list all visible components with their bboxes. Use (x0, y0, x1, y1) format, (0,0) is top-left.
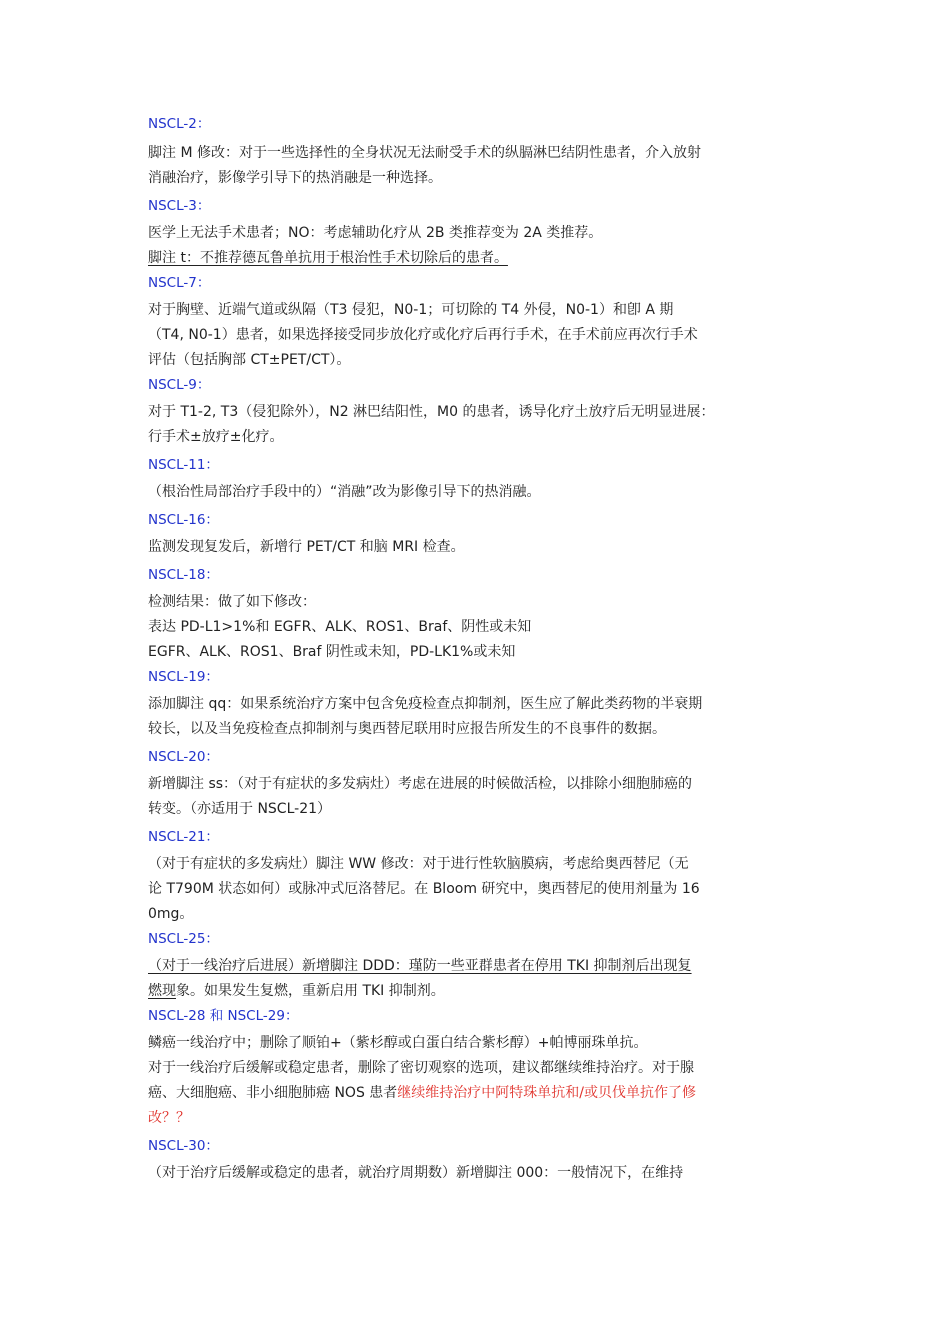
section-heading-nscl-28-29: NSCL-28 和 NSCL-29： (148, 1008, 299, 1024)
section-heading-nscl-30: NSCL-30： (148, 1138, 219, 1154)
underlined-text: 燃现 (148, 983, 176, 999)
paragraph-line: 评估（包括胸部 CT±PET/CT）。 (148, 352, 351, 368)
paragraph-line: 对于胸壁、近端气道或纵隔（T3 侵犯，N0-1；可切除的 T4 外侵，N0-1）和卽 A 期 (148, 302, 674, 318)
section-heading-nscl-2: NSCL-2： (148, 116, 211, 132)
paragraph-line: 鳞癌一线治疗中；删除了顺铂+（紫杉醇或白蛋白结合紫杉醇）+帕博丽珠单抗。 (148, 1035, 648, 1051)
paragraph-line: 医学上无法手术患者；NO：考虑辅助化疗从 2B 类推荐变为 2A 类推荐。 (148, 225, 603, 241)
paragraph-line: （T4, N0-1）患者，如果选择接受同步放化疗或化疗后再行手术，在手术前应再次行手术 (148, 327, 698, 343)
document-body (148, 112, 808, 1186)
section-heading-nscl-20: NSCL-20： (148, 749, 219, 765)
paragraph-text: 象。如果发生复燃，重新启用 TKI 抑制剂。 (176, 983, 445, 999)
highlighted-red-text: 改？？ (148, 1110, 190, 1126)
underlined-footnote-t: 脚注 t：不推荐德瓦鲁单抗用于根治性手术切除后的患者。 (148, 250, 508, 266)
paragraph-line: 较长，以及当免疫检查点抑制剂与奥西替尼联用时应报告所发生的不良事件的数据。 (148, 721, 666, 737)
paragraph-line: 0mg。 (148, 906, 194, 922)
paragraph-text: 癌、大细胞癌、非小细胞肺癌 NOS 患者 (148, 1085, 398, 1101)
paragraph-line: 转变。（亦适用于 NSCL-21） (148, 801, 332, 817)
paragraph-line: 检测结果：做了如下修改： (148, 594, 316, 610)
paragraph-line: 新增脚注 ss：（对于有症状的多发病灶）考虑在进展的时候做活检，以排除小细胞肺癌的 (148, 776, 693, 792)
section-heading-nscl-21: NSCL-21： (148, 829, 219, 845)
section-heading-nscl-19: NSCL-19： (148, 669, 219, 685)
section-heading-nscl-18: NSCL-18： (148, 567, 219, 583)
paragraph-line: 表达 PD-L1>1%和 EGFR、ALK、ROS1、Braf、阴性或未知 (148, 619, 532, 635)
paragraph-line: 对于一线治疗后缓解或稳定患者，删除了密切观察的选项，建议都继续维持治疗。对于腺 (148, 1060, 694, 1076)
section-heading-nscl-9: NSCL-9： (148, 377, 211, 393)
section-heading-nscl-3: NSCL-3： (148, 198, 211, 214)
underlined-footnote-ddd: （对于一线治疗后进展）新增脚注 DDD：瑾防一些亚群患者在停用 TKI 抑制剂后出现复 (148, 958, 692, 974)
paragraph-line (148, 1081, 808, 1106)
section-heading-nscl-7: NSCL-7： (148, 275, 211, 291)
paragraph-line: （根治性局部治疗手段中的）“消融”改为影像引导下的热消融。 (148, 484, 541, 500)
paragraph-line: 消融治疗，影像学引导下的热消融是一种选择。 (148, 170, 442, 186)
paragraph-line: 行手术±放疗±化疗。 (148, 429, 284, 445)
paragraph-line: （对于有症状的多发病灶）脚注 WW 修改：对于进行性软脑膜病，考虑给奥西替尼（无 (148, 856, 689, 872)
section-heading-nscl-25: NSCL-25： (148, 931, 219, 947)
paragraph-line: 对于 T1-2, T3（侵犯除外），N2 淋巴结阳性，M0 的患者，诱导化疗土放疗后无明显进展： (148, 404, 715, 420)
paragraph-line: （对于治疗后缓解或稳定的患者，就治疗周期数）新增脚注 000：一般情况下，在维持 (148, 1165, 684, 1181)
section-heading-nscl-11: NSCL-11： (148, 457, 219, 473)
paragraph-line: 论 T790M 状态如何）或脉冲式厄洛替尼。在 Bloom 研究中，奥西替尼的使用剂量为 16 (148, 881, 700, 897)
paragraph-line (148, 979, 808, 1004)
paragraph-line: EGFR、ALK、ROS1、Braf 阴性或未知，PD-LK1%或未知 (148, 644, 516, 660)
paragraph-line: 添加脚注 qq：如果系统治疗方案中包含免疫检查点抑制剂，医生应了解此类药物的半衰期 (148, 696, 703, 712)
section-heading-nscl-16: NSCL-16： (148, 512, 219, 528)
paragraph-line: 监测发现复发后，新增行 PET/CT 和脑 MRI 检查。 (148, 539, 465, 555)
highlighted-red-text: 继续维持治疗中阿特珠单抗和/或贝伐单抗作了修 (397, 1085, 696, 1101)
paragraph-line: 脚注 M 修改：对于一些选择性的全身状况无法耐受手术的纵膈淋巴结阴性患者，介入放射 (148, 145, 701, 161)
